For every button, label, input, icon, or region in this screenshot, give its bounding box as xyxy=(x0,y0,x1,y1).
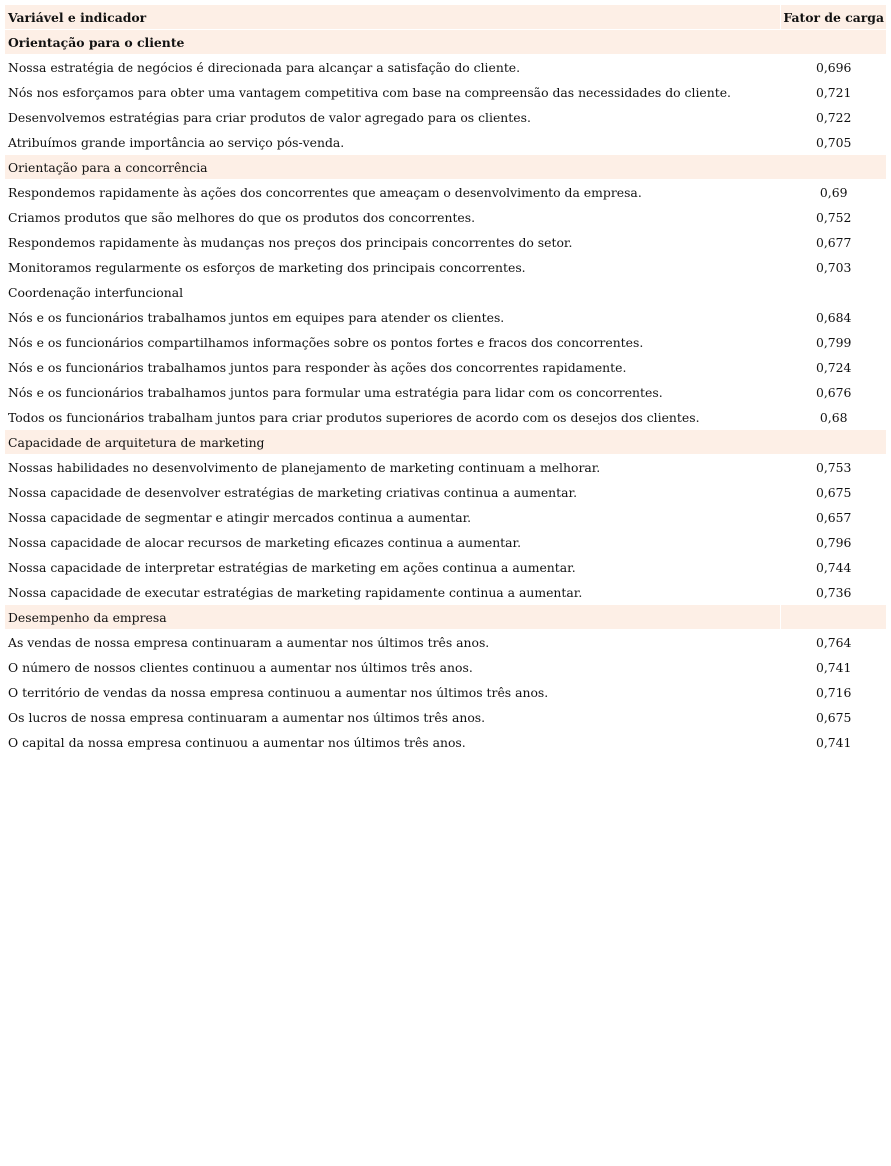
table-row xyxy=(5,330,886,354)
loading-value: 0,721 xyxy=(815,84,852,100)
table-row xyxy=(5,580,886,604)
table-row xyxy=(5,180,886,204)
table-row xyxy=(5,55,886,79)
loading-value: 0,657 xyxy=(815,509,852,525)
loading-value: 0,705 xyxy=(815,134,852,150)
indicator-text: Nossas habilidades no desenvolvimento de planejamento de marketing continuam a melhorar. xyxy=(8,459,601,475)
group-title: Coordenação interfuncional xyxy=(8,284,184,300)
header-loading: Fator de carga xyxy=(781,5,886,29)
table-row xyxy=(5,105,886,129)
table-row xyxy=(5,455,886,479)
loading-value: 0,741 xyxy=(815,734,852,750)
table-row xyxy=(5,230,886,254)
table-row xyxy=(5,380,886,404)
table-row xyxy=(5,630,886,654)
indicator-text: Nós e os funcionários trabalhamos juntos para responder às ações dos concorrentes rapidamente. xyxy=(8,359,627,375)
indicator-text: O capital da nossa empresa continuou a aumentar nos últimos três anos. xyxy=(8,734,466,750)
indicator-text: Respondemos rapidamente às mudanças nos preços dos principais concorrentes do setor. xyxy=(8,234,573,250)
indicator-text: Nossa capacidade de segmentar e atingir mercados continua a aumentar. xyxy=(8,509,472,525)
table-body xyxy=(5,30,886,754)
group-header-row xyxy=(5,280,886,304)
loading-value: 0,68 xyxy=(819,409,848,425)
group-empty-cell xyxy=(781,605,886,629)
loading-value: 0,744 xyxy=(815,559,852,575)
group-title: Orientação para a concorrência xyxy=(5,155,886,179)
loading-value: 0,684 xyxy=(815,309,852,325)
table-row xyxy=(5,705,886,729)
group-title: Orientação para o cliente xyxy=(5,30,886,54)
indicator-text: Nossa capacidade de alocar recursos de marketing eficazes continua a aumentar. xyxy=(8,534,522,550)
indicator-text: Atribuímos grande importância ao serviço pós-venda. xyxy=(8,134,345,150)
indicator-text: Nossa capacidade de executar estratégias de marketing rapidamente continua a aumentar. xyxy=(8,584,583,600)
loading-value: 0,677 xyxy=(815,234,852,250)
loading-value: 0,696 xyxy=(815,59,852,75)
indicator-text: Criamos produtos que são melhores do que os produtos dos concorrentes. xyxy=(8,209,476,225)
loading-value: 0,69 xyxy=(819,184,848,200)
loading-value: 0,764 xyxy=(815,634,852,650)
group-title: Desempenho da empresa xyxy=(5,605,780,629)
loading-value: 0,724 xyxy=(815,359,852,375)
indicator-text: As vendas de nossa empresa continuaram a aumentar nos últimos três anos. xyxy=(8,634,490,650)
indicator-text: Nossa capacidade de desenvolver estratégias de marketing criativas continua a aumentar. xyxy=(8,484,578,500)
loading-value: 0,753 xyxy=(815,459,852,475)
table-row xyxy=(5,530,886,554)
table-row xyxy=(5,355,886,379)
loading-value: 0,722 xyxy=(815,109,852,125)
table-header-row xyxy=(5,5,886,29)
table-row xyxy=(5,305,886,329)
loading-value: 0,716 xyxy=(815,684,852,700)
loading-value: 0,736 xyxy=(815,584,852,600)
group-title: Capacidade de arquitetura de marketing xyxy=(5,430,886,454)
loading-value: 0,799 xyxy=(815,334,852,350)
indicator-text: Os lucros de nossa empresa continuaram a aumentar nos últimos três anos. xyxy=(8,709,486,725)
table-row xyxy=(5,555,886,579)
factor-loading-table xyxy=(4,4,887,755)
indicator-text: Todos os funcionários trabalham juntos para criar produtos superiores de acordo com os desejos dos clientes. xyxy=(8,409,700,425)
indicator-text: O número de nossos clientes continuou a aumentar nos últimos três anos. xyxy=(8,659,473,675)
table-row xyxy=(5,130,886,154)
group-header-row xyxy=(5,430,886,454)
table-row xyxy=(5,680,886,704)
table-row xyxy=(5,80,886,104)
loading-value: 0,796 xyxy=(815,534,852,550)
indicator-text: Nossa estratégia de negócios é direcionada para alcançar a satisfação do cliente. xyxy=(8,59,521,75)
loading-value: 0,703 xyxy=(815,259,852,275)
indicator-text: Monitoramos regularmente os esforços de marketing dos principais concorrentes. xyxy=(8,259,526,275)
group-header-row xyxy=(5,30,886,54)
indicator-text: Desenvolvemos estratégias para criar produtos de valor agregado para os clientes. xyxy=(8,109,531,125)
loading-value: 0,752 xyxy=(815,209,852,225)
indicator-text: Respondemos rapidamente às ações dos concorrentes que ameaçam o desenvolvimento da empresa. xyxy=(8,184,642,200)
table-row xyxy=(5,505,886,529)
indicator-text: Nossa capacidade de interpretar estratégias de marketing em ações continua a aumentar. xyxy=(8,559,576,575)
indicator-text: Nós nos esforçamos para obter uma vantagem competitiva com base na compreensão das necessidades do cliente. xyxy=(8,84,731,100)
group-header-row xyxy=(5,155,886,179)
table-row xyxy=(5,405,886,429)
loading-value: 0,676 xyxy=(815,384,852,400)
table-row xyxy=(5,480,886,504)
indicator-text: Nós e os funcionários trabalhamos juntos para formular uma estratégia para lidar com os concorrentes. xyxy=(8,384,663,400)
header-variable: Variável e indicador xyxy=(5,5,780,29)
table-row xyxy=(5,255,886,279)
indicator-text: O território de vendas da nossa empresa continuou a aumentar nos últimos três anos. xyxy=(8,684,549,700)
indicator-text: Nós e os funcionários trabalhamos juntos em equipes para atender os clientes. xyxy=(8,309,505,325)
group-header-row xyxy=(5,605,886,629)
loading-value: 0,675 xyxy=(815,484,852,500)
loading-value: 0,675 xyxy=(815,709,852,725)
table-row xyxy=(5,730,886,754)
table-row xyxy=(5,205,886,229)
indicator-text: Nós e os funcionários compartilhamos informações sobre os pontos fortes e fracos dos concorrentes. xyxy=(8,334,644,350)
loading-value: 0,741 xyxy=(815,659,852,675)
table-row xyxy=(5,655,886,679)
